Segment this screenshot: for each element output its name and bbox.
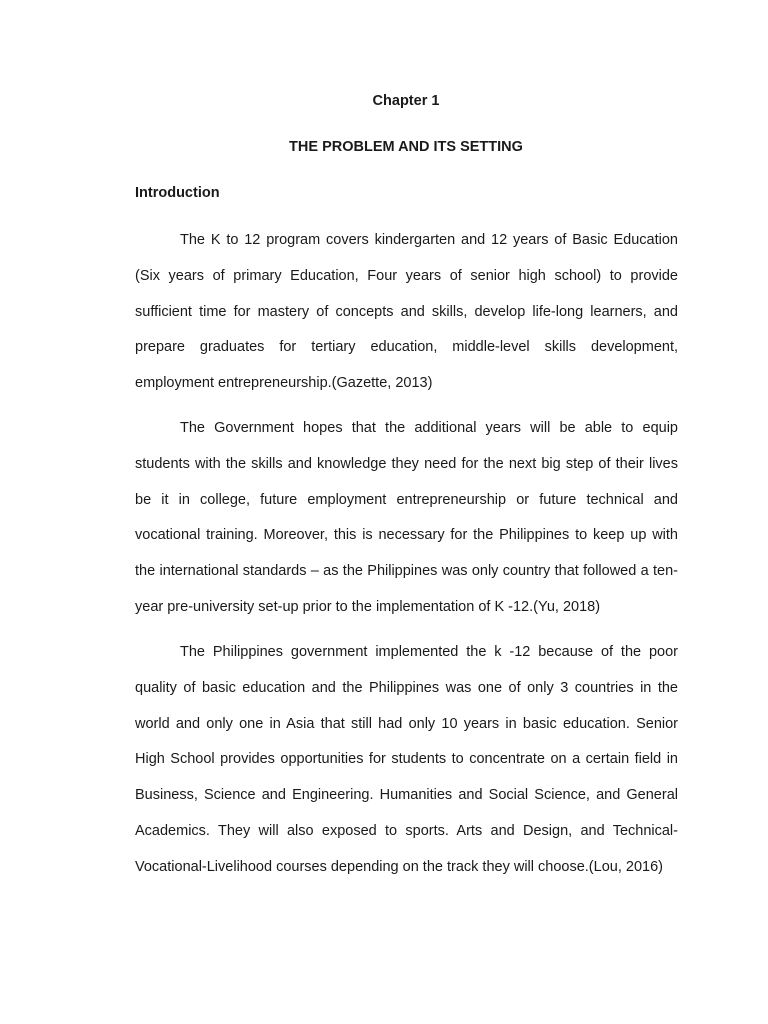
chapter-title: THE PROBLEM AND ITS SETTING [289,139,523,155]
chapter-label: Chapter 1 [372,93,440,109]
paragraph: The Government hopes that the additional years will be able to equip students with the skills and knowledge they need for the next big step of their lives be it in college, future employment entrepreneurship or future technical and vocational training. Moreover, this is necessary for the Philippines to keep up with the international standards – as the Philippines was only country that followed a ten-year pre-university set-up prior to the implementation of K -12.(Yu, 2018) [135,420,678,615]
section-heading: Introduction [135,185,220,201]
paragraph: The K to 12 program covers kindergarten and 12 years of Basic Education (Six years of primary Education, Four years of senior high school) to provide sufficient time for mastery of concepts and skills, develop life-long learners, and prepare graduates for tertiary education, middle-level skills development, employment entrepreneurship.(Gazette, 2013) [135,232,678,392]
paragraph: The Philippines government implemented the k -12 because of the poor quality of basic education and the Philippines was one of only 3 countries in the world and only one in Asia that still had only 10 years in basic education. Senior High School provides opportunities for students to concentrate on a certain field in Business, Science and Engineering. Humanities and Social Science, and General Academics. They will also exposed to sports. Arts and Design, and Technical-Vocational-Livelihood courses depending on the track they will choose.(Lou, 2016) [135,644,678,875]
